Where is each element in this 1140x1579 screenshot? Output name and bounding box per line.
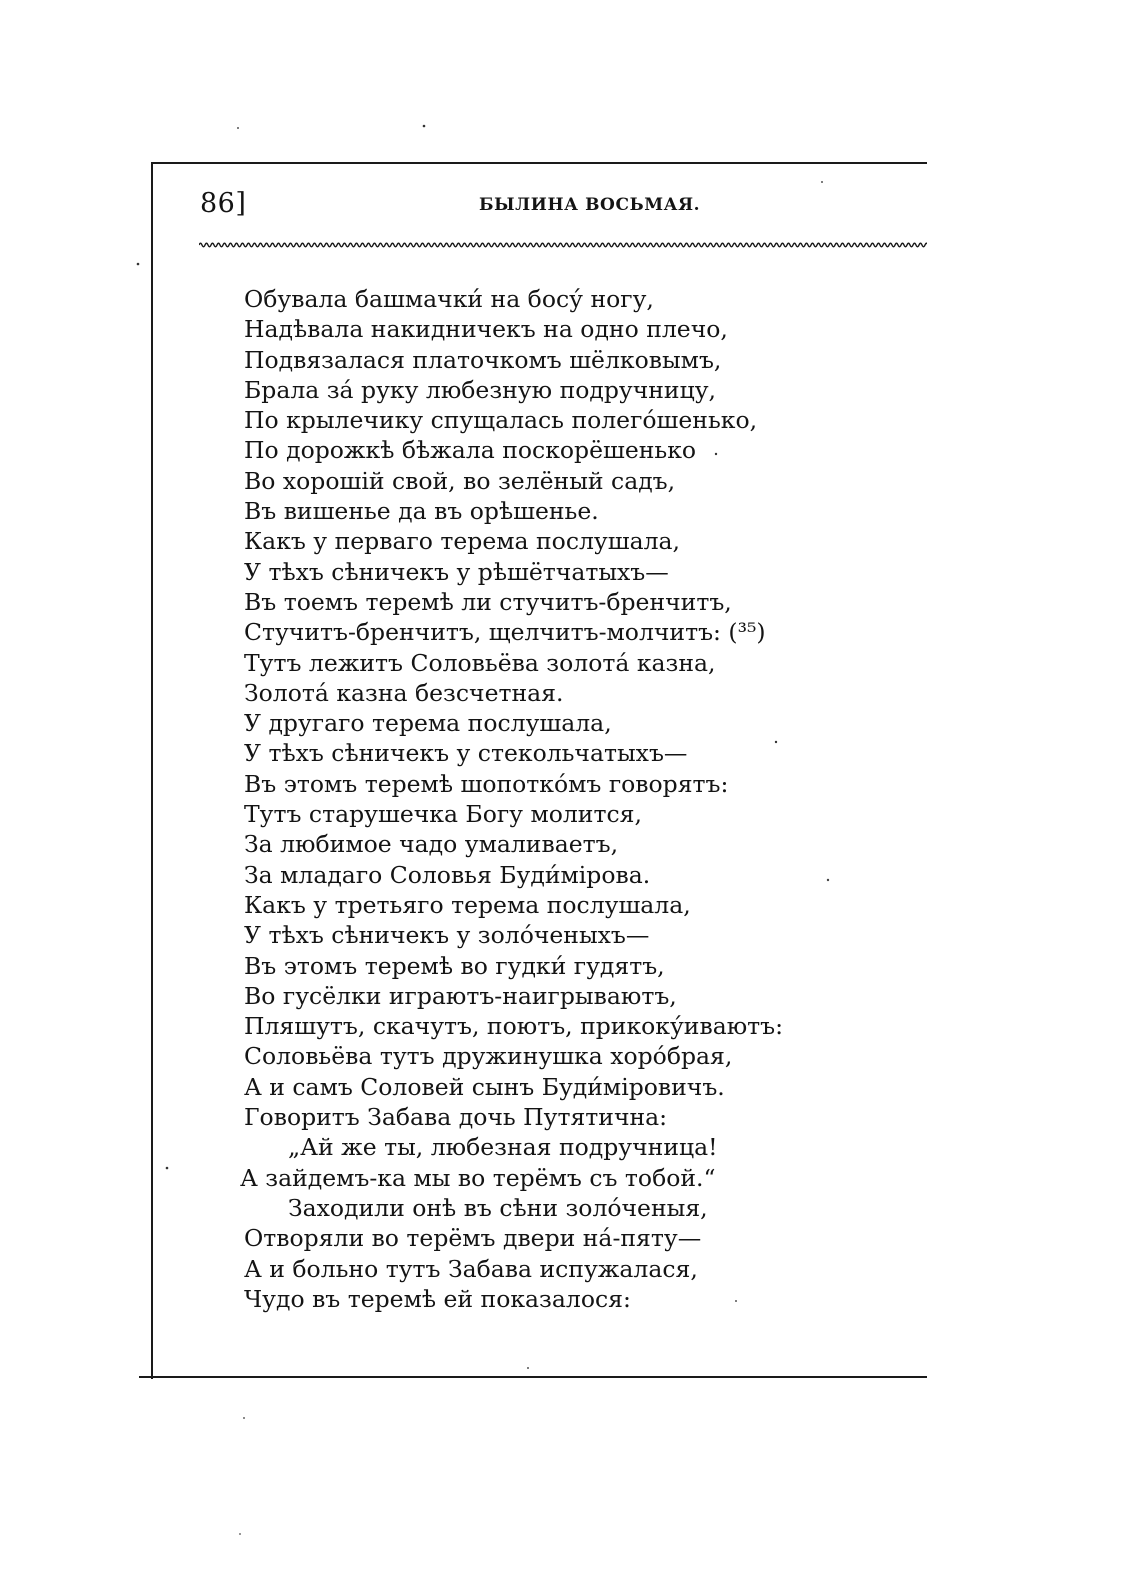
left-rule xyxy=(151,162,153,1379)
page-number: 86] xyxy=(200,188,247,219)
verse-line: „Ай же ты, любезная подручница! xyxy=(288,1133,718,1162)
verse-line: Подвязалася платочкомъ шёлковымъ, xyxy=(244,345,722,374)
verse-line: А и самъ Соловей сынъ Буди́міровичъ. xyxy=(244,1072,725,1101)
verse-line: Золота́ казна безсчетная. xyxy=(244,678,564,707)
verse-line: Отворяли во терёмъ двери на́-пяту— xyxy=(244,1224,702,1253)
verse-line: Въ вишенье да въ орѣшенье. xyxy=(244,497,599,526)
verse-line: Въ этомъ теремѣ шопоткóмъ говорятъ: xyxy=(244,769,729,798)
verse-line: Говоритъ Забава дочь Путятична: xyxy=(244,1103,668,1132)
verse-line: Чудо въ теремѣ ей показалося: xyxy=(244,1284,631,1313)
top-rule xyxy=(151,162,927,164)
wavy-rule xyxy=(199,240,927,250)
verse-line: А и больно тутъ Забава испужалася, xyxy=(244,1254,698,1283)
verse-line: Заходили онѣ въ сѣни золóченыя, xyxy=(288,1193,708,1222)
verse-line: Надѣвала накидничекъ на одно плечо, xyxy=(244,315,728,344)
verse-line: За любимое чадо умаливаетъ, xyxy=(244,830,619,859)
verse-line: У другаго терема послушала, xyxy=(244,709,612,738)
verse-line: Въ этомъ теремѣ во гудки́ гудятъ, xyxy=(244,951,665,980)
verse-line: Пляшутъ, скачутъ, поютъ, прикоку́иваютъ: xyxy=(244,1012,784,1041)
verse-line: По дорожкѣ бѣжала поскорёшенько xyxy=(244,436,697,465)
verse-line: Во хорошій свой, во зелёный садъ, xyxy=(244,466,676,495)
verse-line: Въ тоемъ теремѣ ли стучитъ-бренчитъ, xyxy=(244,587,732,616)
verse-line: Соловьёва тутъ дружинушка хорóбрая, xyxy=(244,1042,733,1071)
verse-line: У тѣхъ сѣничекъ у золóченыхъ— xyxy=(244,921,650,950)
bottom-rule xyxy=(139,1376,927,1378)
verse-line: Стучитъ-бренчитъ, щелчитъ-молчитъ: (³⁵) xyxy=(244,618,766,647)
verse-line: А зайдемъ-ка мы во терёмъ съ тобой.“ xyxy=(240,1163,716,1192)
verse-line: Обувала башмачки́ на босу́ ногу, xyxy=(244,285,654,313)
verse-line: У тѣхъ сѣничекъ у рѣшётчатыхъ— xyxy=(244,557,669,586)
page-frame xyxy=(151,162,927,1379)
running-title: БЫЛИНА ВОСЬМАЯ. xyxy=(479,195,701,215)
verse-line: По крылечику спущалась полегóшенько, xyxy=(244,406,758,435)
verse-line: Тутъ старушечка Богу молится, xyxy=(244,800,642,829)
verse-line: За младаго Соловья Буди́мірова. xyxy=(244,860,651,889)
verse-line: Какъ у третьяго терема послушала, xyxy=(244,890,691,919)
verse-line: Во гусёлки играютъ-наигрываютъ, xyxy=(244,981,677,1010)
verse-line: У тѣхъ сѣничекъ у стекольчатыхъ— xyxy=(244,739,688,768)
verse-line: Брала за́ руку любезную подручницу, xyxy=(244,375,716,404)
verse-line: Какъ у перваго терема послушала, xyxy=(244,527,681,556)
poem-body xyxy=(240,284,924,1314)
verse-line: Тутъ лежитъ Соловьёва золота́ казна, xyxy=(244,648,716,677)
